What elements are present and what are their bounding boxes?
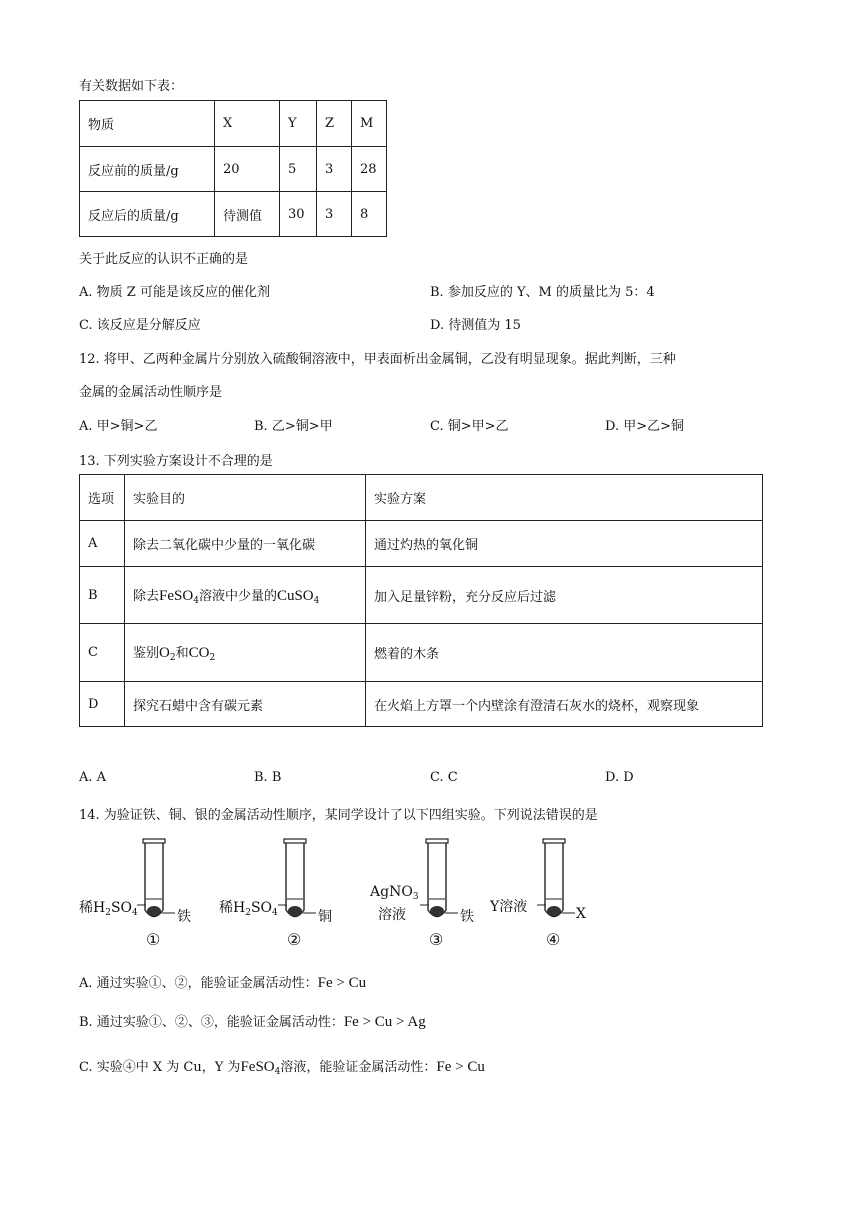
q12-stem-line1: 12. 将甲、乙两种金属片分别放入硫酸铜溶液中，甲表面析出金属铜，乙没有明显现象。据此判断，三种 bbox=[79, 352, 676, 367]
tube-2-number: ② bbox=[287, 930, 302, 949]
q13-option-a: A. A bbox=[79, 770, 107, 785]
text-span: B. 通过实验①、②、③，能验证金属活动性： bbox=[79, 1015, 344, 1030]
table-header-row bbox=[80, 475, 763, 521]
text-span: C. 实验④中 X 为 Cu，Y 为 bbox=[79, 1060, 241, 1075]
table-cell: 除去二氧化碳中少量的一氧化碳 bbox=[125, 521, 366, 567]
tube-3-number: ③ bbox=[429, 930, 444, 949]
q14-option-c bbox=[79, 1056, 485, 1077]
mass-data-table bbox=[79, 100, 387, 237]
table-cell: 物质 bbox=[80, 101, 215, 147]
q11-option-b: B. 参加反应的 Y、M 的质量比为 5：4 bbox=[430, 285, 655, 300]
q14-option-b bbox=[79, 1011, 426, 1031]
subscript: 2 bbox=[105, 908, 111, 918]
test-tube-1 bbox=[137, 839, 175, 917]
text-span: 鉴别 bbox=[133, 646, 160, 661]
table-cell: 3 bbox=[317, 147, 352, 192]
experiment-table bbox=[79, 474, 763, 727]
q13-option-d: D. D bbox=[605, 770, 634, 785]
table-cell: 通过灼热的氧化铜 bbox=[366, 521, 763, 567]
formula-feso4: FeSO bbox=[159, 587, 194, 604]
table-cell: X bbox=[215, 101, 280, 147]
text-span: 稀H bbox=[219, 900, 246, 916]
text-span: SO bbox=[110, 900, 133, 916]
table-cell: 燃着的木条 bbox=[366, 624, 763, 682]
table-row bbox=[80, 192, 387, 237]
table-cell: 5 bbox=[280, 147, 317, 192]
q11-option-c: C. 该反应是分解反应 bbox=[79, 318, 201, 333]
text-span: 稀H bbox=[79, 900, 106, 916]
table-cell: 实验目的 bbox=[125, 475, 366, 521]
tube-3-reagent-formula bbox=[370, 884, 419, 902]
subscript: 4 bbox=[193, 595, 199, 606]
table-cell bbox=[125, 567, 366, 624]
table-cell: 在火焰上方罩一个内壁涂有澄清石灰水的烧杯，观察现象 bbox=[366, 682, 763, 727]
table-cell: 28 bbox=[352, 147, 387, 192]
text-span: 和 bbox=[175, 646, 189, 661]
formula-feso4: FeSO bbox=[240, 1059, 275, 1075]
q12-option-d: D. 甲>乙>铜 bbox=[605, 419, 685, 434]
tube-4-reagent: Y溶液 bbox=[490, 899, 528, 915]
formula: Fe > Cu > Ag bbox=[343, 1014, 426, 1030]
table-cell: 加入足量锌粉，充分反应后过滤 bbox=[366, 567, 763, 624]
table-cell: 3 bbox=[317, 192, 352, 237]
q12-option-b: B. 乙>铜>甲 bbox=[254, 419, 333, 434]
table-row bbox=[80, 147, 387, 192]
test-tube-3 bbox=[420, 839, 458, 917]
table-cell: Y bbox=[280, 101, 317, 147]
text-span: AgNO bbox=[370, 884, 413, 900]
q13-option-c: C. C bbox=[430, 770, 458, 785]
q12-option-a: A. 甲>铜>乙 bbox=[79, 419, 158, 434]
subscript: 4 bbox=[272, 908, 278, 918]
formula: Fe > Cu bbox=[317, 975, 367, 991]
tube-1-metal: 铁 bbox=[177, 909, 191, 925]
text-span: 溶液，能验证金属活动性： bbox=[280, 1060, 437, 1075]
table-row bbox=[80, 624, 763, 682]
table-cell: C bbox=[80, 624, 125, 682]
subscript: 2 bbox=[169, 653, 176, 663]
q11-option-a: A. 物质 Z 可能是该反应的催化剂 bbox=[79, 285, 270, 300]
q13-option-b: B. B bbox=[254, 770, 282, 785]
test-tube-2 bbox=[278, 839, 316, 917]
test-tube-4 bbox=[537, 839, 575, 917]
table-row bbox=[80, 682, 763, 727]
tube-3-metal: 铁 bbox=[460, 909, 474, 925]
table-cell: D bbox=[80, 682, 125, 727]
tube-1-number: ① bbox=[146, 930, 161, 949]
q13-stem: 13. 下列实验方案设计不合理的是 bbox=[79, 454, 273, 469]
formula: Fe > Cu bbox=[436, 1059, 485, 1075]
text-span: 除去 bbox=[133, 588, 160, 604]
table-cell: 选项 bbox=[80, 475, 125, 521]
table-cell: Z bbox=[317, 101, 352, 147]
table-cell: 30 bbox=[280, 192, 317, 237]
table-cell: 待测值 bbox=[215, 192, 280, 237]
text-span: A. 通过实验①、②，能验证金属活动性： bbox=[79, 976, 318, 991]
table-row bbox=[80, 521, 763, 567]
table-cell: M bbox=[352, 101, 387, 147]
subscript: 4 bbox=[274, 1067, 281, 1077]
subscript: 3 bbox=[412, 892, 419, 902]
subscript: 4 bbox=[313, 595, 320, 606]
tube-2-metal: 铜 bbox=[318, 909, 332, 925]
text-span: 溶液中少量的 bbox=[198, 588, 277, 604]
tube-4-metal: X bbox=[576, 906, 586, 922]
table-cell: A bbox=[80, 521, 125, 567]
table-cell: B bbox=[80, 567, 125, 624]
table-row bbox=[80, 567, 763, 624]
table-cell: 8 bbox=[352, 192, 387, 237]
q12-option-c: C. 铜>甲>乙 bbox=[430, 419, 509, 434]
tube-3-reagent-solution: 溶液 bbox=[378, 907, 406, 923]
formula-co2: CO bbox=[188, 645, 210, 661]
table-cell: 20 bbox=[215, 147, 280, 192]
tube-2-reagent bbox=[219, 897, 278, 918]
q14-stem: 14. 为验证铁、铜、银的金属活动性顺序，某同学设计了以下四组实验。下列说法错误的是 bbox=[79, 808, 598, 823]
formula-cuso4: CuSO bbox=[276, 587, 314, 604]
table-header-row bbox=[80, 101, 387, 147]
table-cell: 反应前的质量/g bbox=[80, 147, 215, 192]
tube-1-reagent bbox=[79, 897, 138, 918]
q12-stem-line2: 金属的金属活动性顺序是 bbox=[79, 385, 223, 400]
q14-option-a bbox=[79, 972, 366, 992]
formula-o2: O bbox=[159, 645, 170, 661]
table-cell: 探究石蜡中含有碳元素 bbox=[125, 682, 366, 727]
table-cell bbox=[125, 624, 366, 682]
subscript: 4 bbox=[132, 908, 138, 918]
tube-4-number: ④ bbox=[546, 930, 561, 949]
subscript: 2 bbox=[209, 653, 216, 663]
subscript: 2 bbox=[245, 908, 251, 918]
q11-option-d: D. 待测值为 15 bbox=[430, 318, 521, 333]
text-span: SO bbox=[250, 900, 273, 916]
q11-stem: 关于此反应的认识不正确的是 bbox=[79, 252, 249, 267]
table-cell: 反应后的质量/g bbox=[80, 192, 215, 237]
intro-text: 有关数据如下表： bbox=[79, 79, 184, 94]
table-cell: 实验方案 bbox=[366, 475, 763, 521]
